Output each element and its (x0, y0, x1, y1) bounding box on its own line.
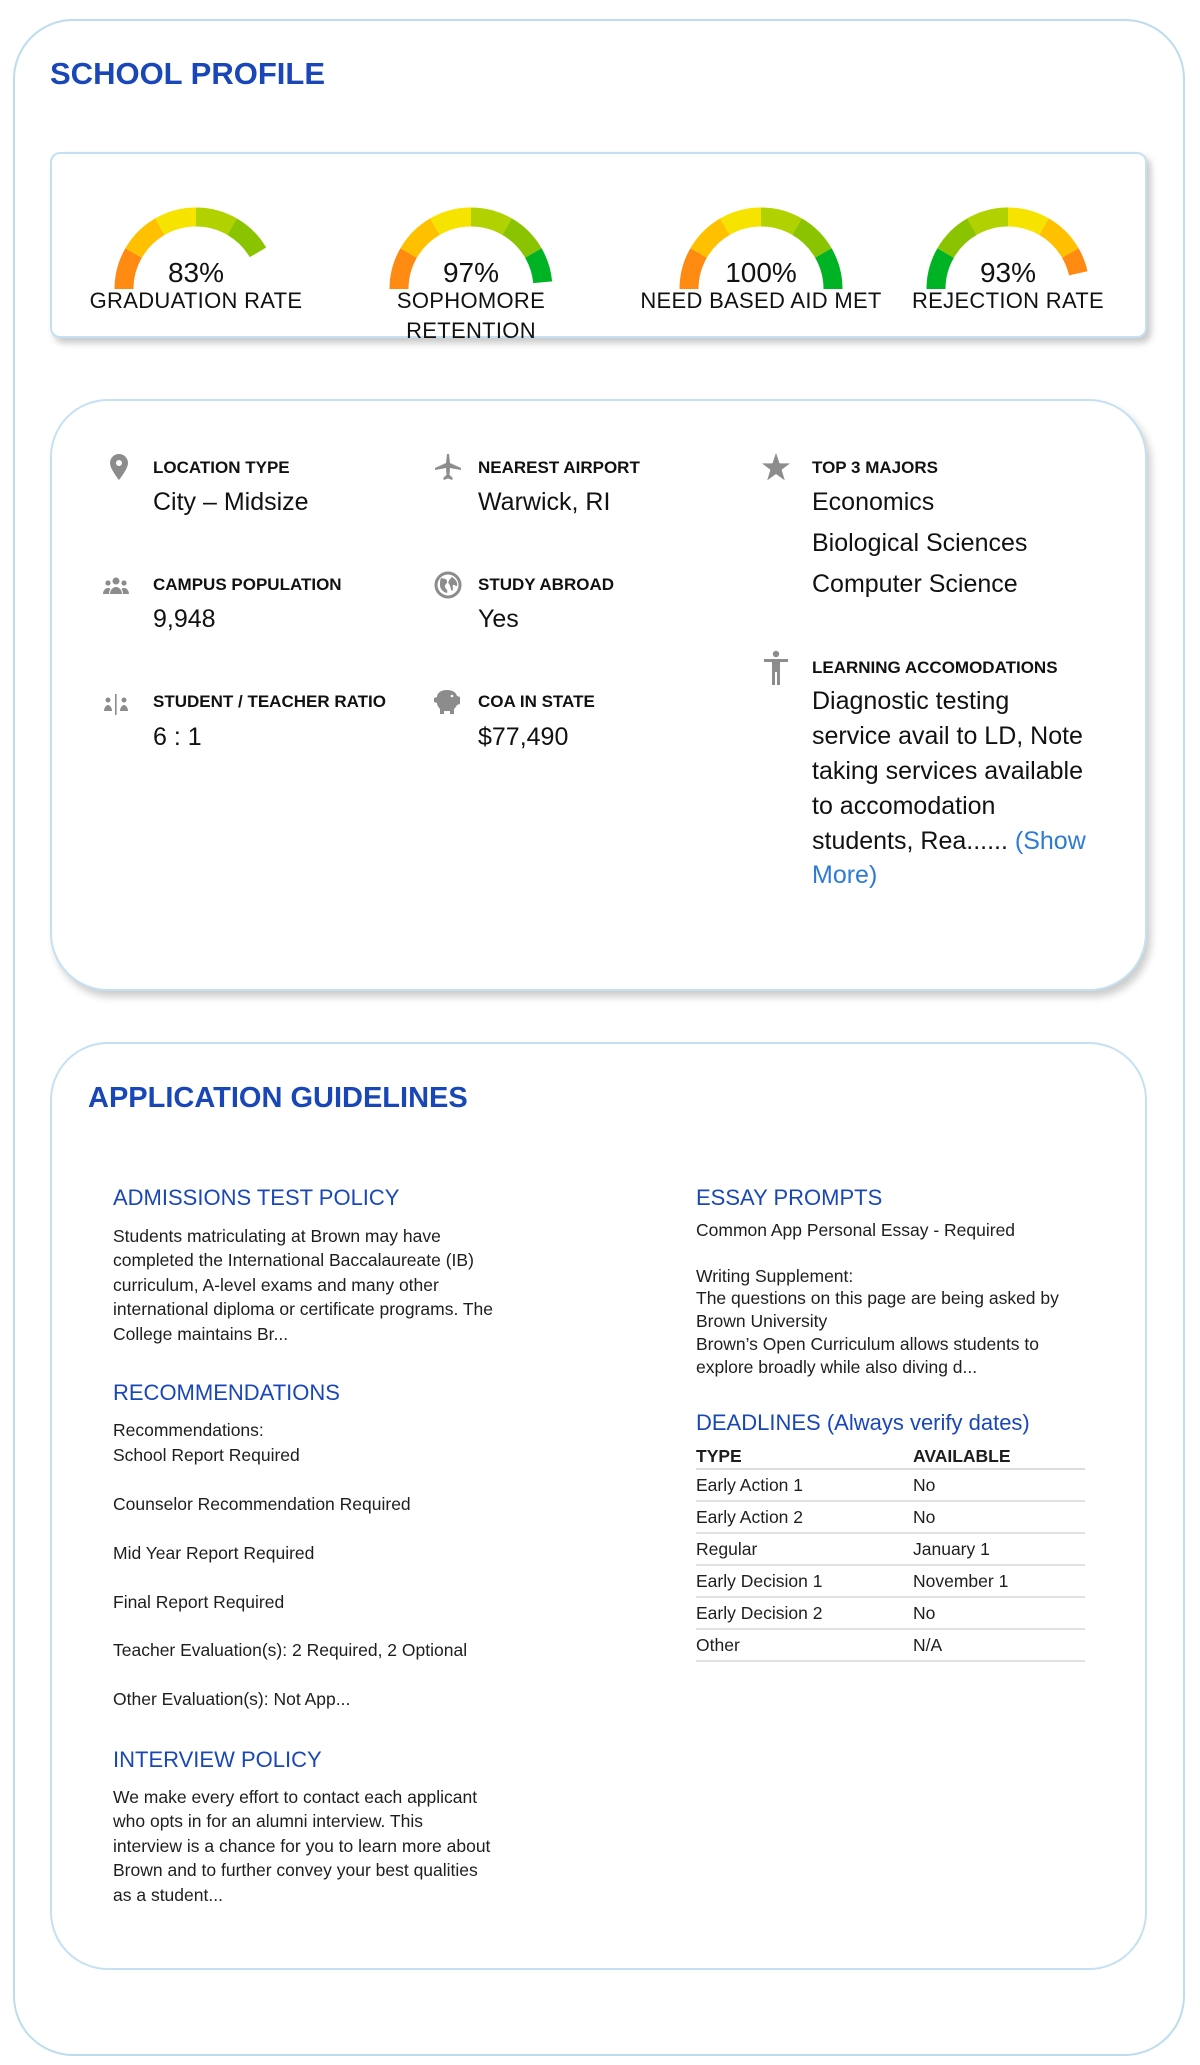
gauge-value: 83% (167, 257, 225, 288)
table-header-row (696, 1444, 1085, 1469)
student-teacher-ratio-value: 6 : 1 (153, 723, 202, 751)
learning-accommodations-line (812, 825, 1086, 857)
gauge-segment (1008, 217, 1044, 227)
text-line: Teacher Evaluation(s): 2 Required, 2 Optional (113, 1640, 468, 1660)
deadline-available: No (913, 1501, 1085, 1533)
column-header-type: TYPE (696, 1444, 913, 1469)
star-icon (761, 452, 791, 482)
gauge-value: 97% (442, 257, 500, 288)
deadline-type: Early Action 2 (696, 1501, 913, 1533)
deadlines-table (696, 1444, 1085, 1662)
student-teacher-ratio-label: STUDENT / TEACHER RATIO (153, 692, 386, 711)
interview-policy-heading: INTERVIEW POLICY (113, 1747, 322, 1772)
major-item: Economics (812, 488, 935, 516)
gauge-value: 100% (725, 257, 797, 288)
text-line: curriculum, A-level exams and many other (113, 1275, 439, 1295)
learning-accommodations-line: to accomodation (812, 792, 996, 820)
page-title: SCHOOL PROFILE (50, 56, 326, 91)
gauge-segment (761, 217, 797, 227)
gauge-label: REJECTION RATE (911, 288, 1105, 313)
people-icon (101, 572, 131, 602)
text-line: Writing Supplement: (696, 1266, 854, 1286)
location-type-value: City – Midsize (153, 488, 309, 516)
admissions-test-policy-heading: ADMISSIONS TEST POLICY (113, 1185, 400, 1210)
deadline-type: Other (696, 1629, 913, 1661)
essay-prompts-heading: ESSAY PROMPTS (696, 1185, 883, 1210)
text-line: Mid Year Report Required (113, 1543, 315, 1563)
text-line: The questions on this page are being asked by (696, 1288, 1059, 1308)
deadline-type: Early Decision 2 (696, 1597, 913, 1629)
coa-in-state-value: $77,490 (478, 723, 569, 751)
gauge-segment (471, 217, 507, 227)
airplane-icon (433, 452, 463, 482)
text-line: Recommendations: (113, 1420, 264, 1440)
globe-icon (433, 570, 463, 600)
table-row (696, 1501, 1085, 1533)
gauge-need-based-aid (621, 184, 901, 334)
text-line: completed the International Baccalaureate (IB) (113, 1250, 474, 1270)
study-abroad-label: STUDY ABROAD (478, 575, 615, 594)
gauge-segment (435, 217, 471, 227)
accessibility-icon (761, 650, 791, 686)
text-line: Students matriculating at Brown may have (113, 1226, 441, 1246)
table-row (696, 1469, 1085, 1501)
nearest-airport-value: Warwick, RI (478, 488, 611, 516)
gauge-segment (725, 217, 761, 227)
text-line: School Report Required (113, 1445, 300, 1465)
gauge-label: SOPHOMORE RETENTION (396, 288, 546, 343)
text-line: who opts in for an alumni interview. This (113, 1811, 423, 1831)
campus-population-label: CAMPUS POPULATION (153, 575, 342, 594)
table-row (696, 1629, 1085, 1661)
table-row (696, 1597, 1085, 1629)
deadline-available: November 1 (913, 1565, 1085, 1597)
text-line: Common App Personal Essay - Required (696, 1220, 1016, 1240)
application-guidelines-title: APPLICATION GUIDELINES (88, 1082, 468, 1114)
gauge-segment (134, 227, 160, 253)
gauge-segment (699, 227, 725, 253)
text-line: explore broadly while also diving d... (696, 1357, 978, 1377)
gauge-label: GRADUATION RATE (89, 288, 303, 313)
gauge-segment (196, 217, 232, 227)
text-line: College maintains Br... (113, 1324, 289, 1344)
table-row (696, 1533, 1085, 1565)
text-line: Other Evaluation(s): Not App... (113, 1689, 351, 1709)
gauge-segment (1044, 227, 1070, 253)
deadline-available: N/A (913, 1629, 1085, 1661)
deadline-type: Early Action 1 (696, 1469, 913, 1501)
gauge-segment (946, 227, 972, 253)
gauge-rejection-rate (868, 184, 1148, 334)
text-line: We make every effort to contact each applicant (113, 1787, 478, 1807)
gauge-sophomore-retention (331, 184, 611, 343)
deadline-available: No (913, 1469, 1085, 1501)
gauge-segment (160, 217, 196, 227)
campus-population-value: 9,948 (153, 605, 216, 633)
stats-gauges-panel (50, 152, 1147, 343)
nearest-airport-label: NEAREST AIRPORT (478, 458, 640, 477)
gauge-segment (507, 227, 533, 253)
show-more-link[interactable]: More) (812, 861, 878, 889)
major-item: Biological Sciences (812, 529, 1028, 557)
recommendations-heading: RECOMMENDATIONS (113, 1380, 340, 1405)
column-header-available: AVAILABLE (913, 1444, 1085, 1469)
table-row (696, 1565, 1085, 1597)
gauge-segment (972, 217, 1008, 227)
major-item: Computer Science (812, 570, 1018, 598)
deadline-available: No (913, 1597, 1085, 1629)
deadline-type: Early Decision 1 (696, 1565, 913, 1597)
learning-accommodations-text: students, Rea...... (812, 827, 1008, 855)
text-line: Brown’s Open Curriculum allows students to (696, 1334, 1040, 1354)
coa-in-state-label: COA IN STATE (478, 692, 595, 711)
text-line: Brown and to further convey your best qualities (113, 1860, 478, 1880)
gauge-segment (409, 227, 435, 253)
gauge-segment (797, 227, 823, 253)
learning-accommodations-line: taking services available (812, 757, 1083, 785)
show-more-link[interactable]: (Show (1014, 827, 1086, 855)
deadlines-heading: DEADLINES (Always verify dates) (696, 1410, 1030, 1435)
ratio-icon (101, 689, 131, 719)
deadline-type: Regular (696, 1533, 913, 1565)
study-abroad-value: Yes (478, 605, 519, 633)
learning-accommodations-line: service avail to LD, Note (812, 722, 1083, 750)
text-line: international diploma or certificate programs. The (113, 1299, 494, 1319)
text-line: Counselor Recommendation Required (113, 1494, 411, 1514)
text-line: interview is a chance for you to learn more about (113, 1836, 491, 1856)
piggy-bank-icon (432, 687, 462, 717)
map-pin-icon (104, 452, 134, 482)
gauge-graduation-rate (56, 184, 336, 334)
text-line: Final Report Required (113, 1592, 285, 1612)
location-type-label: LOCATION TYPE (153, 458, 290, 477)
top-majors-label: TOP 3 MAJORS (812, 458, 938, 477)
gauge-label: NEED BASED AID MET (640, 288, 882, 313)
gauge-value: 93% (979, 257, 1037, 288)
gauge-segment (232, 227, 258, 253)
text-line: as a student... (113, 1885, 223, 1905)
text-line: Brown University (696, 1311, 828, 1331)
learning-accommodations-label: LEARNING ACCOMODATIONS (812, 658, 1058, 677)
learning-accommodations-line: Diagnostic testing (812, 687, 1010, 715)
deadline-available: January 1 (913, 1533, 1085, 1565)
